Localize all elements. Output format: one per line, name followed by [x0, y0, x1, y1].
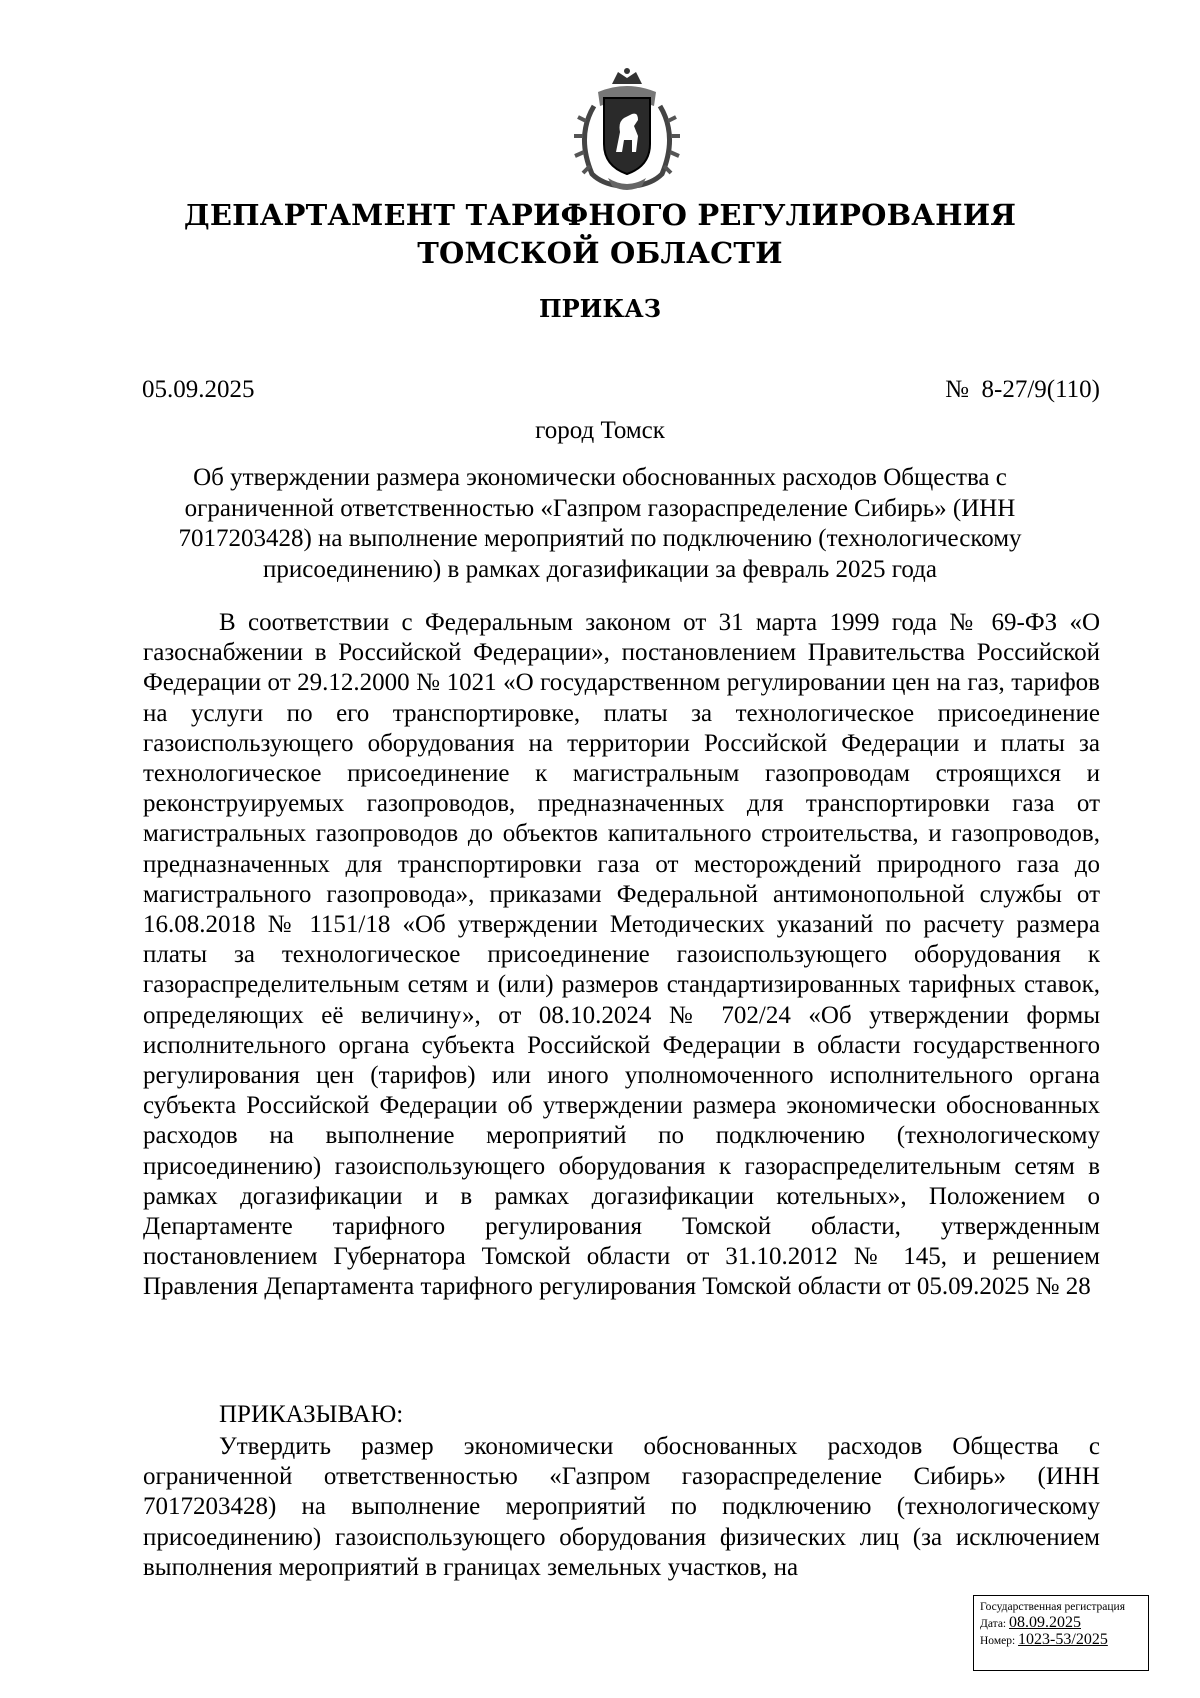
order-subject: Об утверждении размера экономически обоснованных расходов Общества с ограниченной ответственностью «Газпром газораспределение Сибирь» (ИНН 7017203428) на выполнение мероприятий по подключению (технологическому присоединению) в рамках догазификации за февраль 2025 года [178, 464, 1022, 583]
registration-stamp [973, 1595, 1149, 1671]
order-directive-heading: ПРИКАЗЫВАЮ: [219, 1401, 404, 1428]
registration-stamp-title: Государственная регистрация [980, 1601, 1125, 1613]
coat-of-arms-icon [568, 66, 686, 192]
registration-date-value: 08.09.2025 [1009, 1614, 1081, 1631]
order-clause-paragraph: Утвердить размер экономически обоснованных расходов Общества с ограниченной ответственностью «Газпром газораспределение Сибирь» (ИНН 7017203428) на выполнение мероприятий по подключению (технологическому присоединению) газоиспользующего оборудования физических лиц (за исключением выполнения мероприятий в границах земельных участков, на [143, 1433, 1100, 1581]
registration-number-label: Номер: [980, 1635, 1016, 1647]
registration-number-value: 1023-53/2025 [1018, 1631, 1108, 1648]
order-title: ПРИКАЗ [538, 294, 662, 323]
order-number: № 8-27/9(110) [945, 376, 1100, 403]
organization-title [100, 196, 1100, 272]
preamble-paragraph: В соответствии с Федеральным законом от 31 марта 1999 года № 69-ФЗ «О газоснабжении в Российской Федерации», постановлением Правительства Российской Федерации от 29.12.2000 № 1021 «О государственном регулировании цен на газ, тарифов на услуги по его транспортировке, платы за технологическое присоединение газоиспользующего оборудования на территории Российской Федерации и платы за технологическое присоединение к магистральным газопроводам строящихся и реконструируемых газопроводов, предназначенных для транспортировки газа от магистральных газопроводов до объектов капитального строительства, и газопроводов, предназначенных для транспортировки газа от месторождений природного газа до магистрального газопровода», приказами Федеральной антимонопольной службы от 16.08.2018 № 1151/18 «Об утверждении Методических указаний по расчету размера платы за технологическое присоединение газоиспользующего оборудования к газораспределительным сетям и (или) размеров стандартизированных тарифных ставок, определяющих её величину», от 08.10.2024 № 702/24 «Об утверждении формы исполнительного органа субъекта Российской Федерации в области государственного регулирования цен (тарифов) или иного уполномоченного исполнительного органа субъекта Российской Федерации об утверждении размера экономически обоснованных расходов на выполнение мероприятий по подключению (технологическому присоединению) газоиспользующего оборудования к газораспределительным сетям в рамках догазификации и в рамках догазификации котельных», Положением о Департаменте тарифного регулирования Томской области, утвержденным постановлением Губернатора Томской области от 31.10.2012 № 145, и решением Правления Департамента тарифного регулирования Томской области от 05.09.2025 № 28 [143, 609, 1100, 1301]
registration-date-label: Дата: [980, 1618, 1007, 1630]
organization-title-line1: ДЕПАРТАМЕНТ ТАРИФНОГО РЕГУЛИРОВАНИЯ [183, 198, 1017, 232]
order-date: 05.09.2025 [142, 376, 255, 403]
organization-title-line2: ТОМСКОЙ ОБЛАСТИ [417, 236, 783, 270]
order-city: город Томск [535, 417, 665, 444]
